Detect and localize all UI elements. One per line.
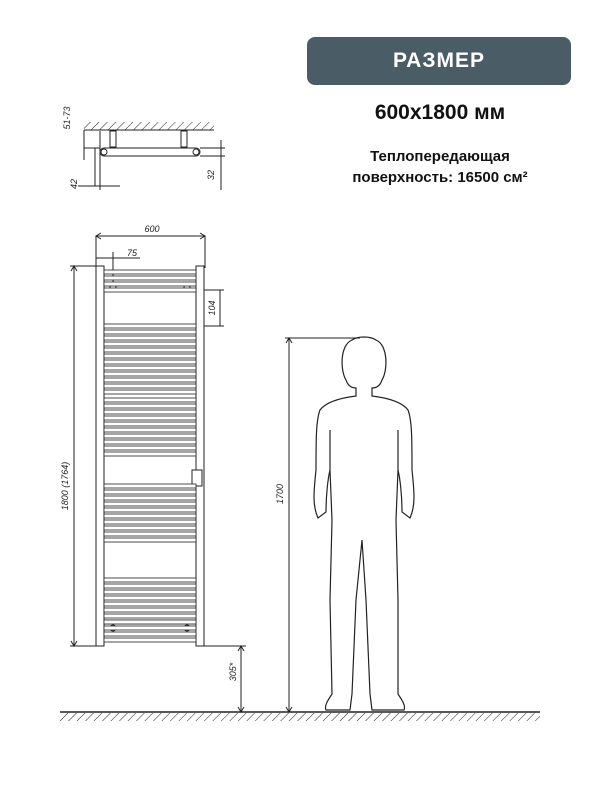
left-stile [96,266,104,646]
rail-bar [104,378,196,382]
rail-bar [104,490,196,494]
rail-bar [104,502,196,506]
rail-bar [104,590,196,594]
rail-bar [104,384,196,388]
towel-rail-bars [104,270,196,642]
rail-bar [104,422,196,426]
dim-height: 1800 (1764) [60,461,70,511]
rail-bar [104,578,196,582]
rail-bar [104,390,196,394]
rail-bar [104,584,196,588]
rail-bar [104,428,196,432]
rail-bar [104,626,196,630]
ceiling-hatch [84,122,214,130]
dim-person: 1700 [275,483,285,505]
mount-left [110,131,116,147]
dim-width: 600 [144,224,160,234]
rail-bar [104,398,196,402]
floor [60,712,540,721]
rail-bar [104,620,196,624]
rail-bar [104,282,196,286]
rail-bar [104,372,196,376]
rail-bar [104,434,196,438]
heat-line-2: поверхность: 16500 см² [352,169,528,186]
rail-bar [104,514,196,518]
rail-bar [104,276,196,280]
top-view [78,122,225,190]
rail-bar [104,404,196,408]
rail-bar [104,484,196,488]
rail-bar [104,446,196,450]
rail-bar [104,596,196,600]
size-text: 600x1800 мм [374,101,506,124]
rail-bar [104,608,196,612]
dim-wall: 51-73 [62,106,72,130]
person-silhouette [314,337,414,710]
rail-bar [104,526,196,530]
rail-bar [104,342,196,346]
rail-bar [104,632,196,636]
rail-bar [104,410,196,414]
mount-right [181,131,187,147]
rail-bar [104,638,196,642]
rail-bar [104,614,196,618]
rail-bar [104,452,196,456]
rail-bar [104,324,196,328]
rail-bar [104,416,196,420]
right-stile [196,266,204,646]
badge-label: РАЗМЕР [393,49,485,72]
rail-bar [104,330,196,334]
rail-bar [104,288,196,292]
rail-bar [104,496,196,500]
rail-bar [104,538,196,542]
dim-floor: 305* [228,662,238,682]
dim-depth: 42 [69,178,79,190]
rail-bar [104,336,196,340]
dim-top: 104 [207,300,217,316]
top-rail [100,148,200,156]
rail-bar [104,270,196,274]
rail-bar [104,508,196,512]
rail-bar [104,440,196,444]
rail-bar [104,354,196,358]
heat-line-1: Теплопередающая [370,148,510,165]
rail-bar [104,348,196,352]
rail-bar [104,360,196,364]
dim-offset: 75 [126,248,138,258]
rail-bar [104,520,196,524]
rail-bar [104,366,196,370]
dim-tube: 32 [206,169,216,181]
rail-bar [104,532,196,536]
rail-bar [104,602,196,606]
